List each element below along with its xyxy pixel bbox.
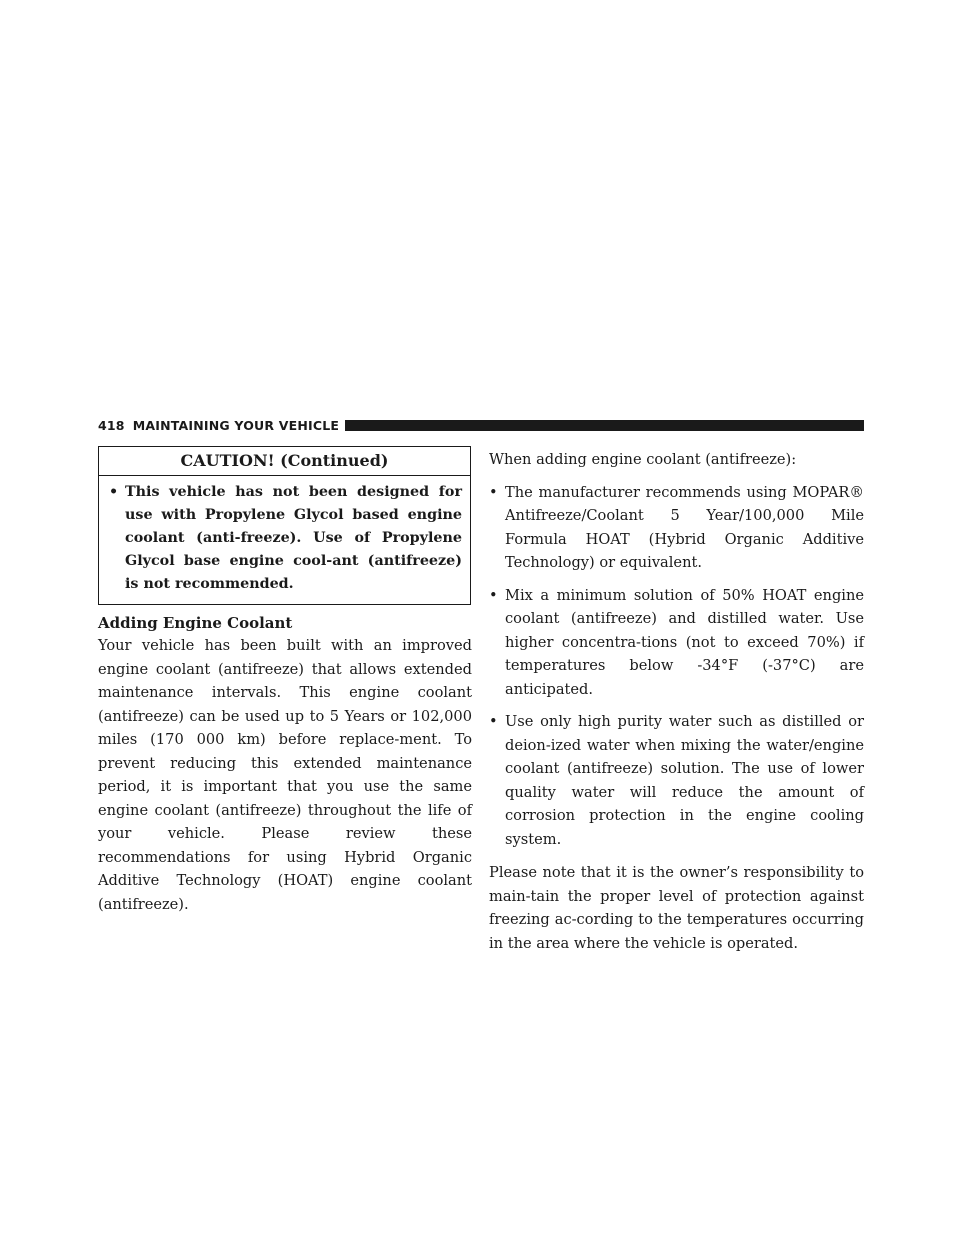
caution-body [99,476,470,604]
intro-paragraph: When adding engine coolant (antifreeze): [489,451,797,468]
header-rule [345,420,864,431]
list-item-text: Use only high purity water such as distilled or deion-ized water when mixing the water/engine coolant (antifreeze) solution. The use of lower quality water will reduce the amount of corrosion protection in the engine cooling system. [505,713,864,848]
bullet-icon: • [489,586,498,604]
caution-item-text: This vehicle has not been designed for use with Propylene Glycol based engine coolant (anti-freeze). Use of Propylene Glycol base engine cool-ant (antifreeze) is not recommended. [125,484,462,592]
section-heading: Adding Engine Coolant [98,614,293,632]
right-column [489,448,864,955]
list-item-text: Mix a minimum solution of 50% HOAT engine coolant (antifreeze) and distilled water. Use higher concentra-tions (not to exceed 70%) if temperatures below -34°F (-37°C) are anticipated. [505,586,864,698]
running-header [98,418,864,432]
list-item [489,481,864,575]
caution-title: CAUTION! (Continued) [99,447,470,476]
bullet-icon: • [109,484,119,500]
caution-box [98,446,471,605]
left-column [98,446,472,916]
section-title: MAINTAINING YOUR VEHICLE [132,417,340,433]
caution-item [109,481,462,596]
page-number: 418 [98,417,125,433]
closing-paragraph: Please note that it is the owner’s responsibility to main-tain the proper level of protection against freezing ac-cording to the temperatures occurring in the area where the vehicle is operated. [489,864,864,952]
list-item [489,710,864,851]
bullet-icon: • [489,483,498,501]
list-item-text: The manufacturer recommends using MOPAR® Antifreeze/Coolant 5 Year/100,000 Mile Formula HOAT (Hybrid Organic Additive Technology) or equivalent. [505,483,864,571]
body-paragraph: Your vehicle has been built with an improved engine coolant (antifreeze) that allows extended maintenance intervals. This engine coolant (antifreeze) can be used up to 5 Years or 102,000 miles (170 000 km) before replace-ment. To prevent reducing this extended maintenance period, it is important that you use the same engine coolant (antifreeze) throughout the life of your vehicle. Please review these recommendations for using Hybrid Organic Additive Technology (HOAT) engine coolant (antifreeze). [98,637,472,913]
bullet-icon: • [489,713,498,730]
list-item [489,584,864,702]
